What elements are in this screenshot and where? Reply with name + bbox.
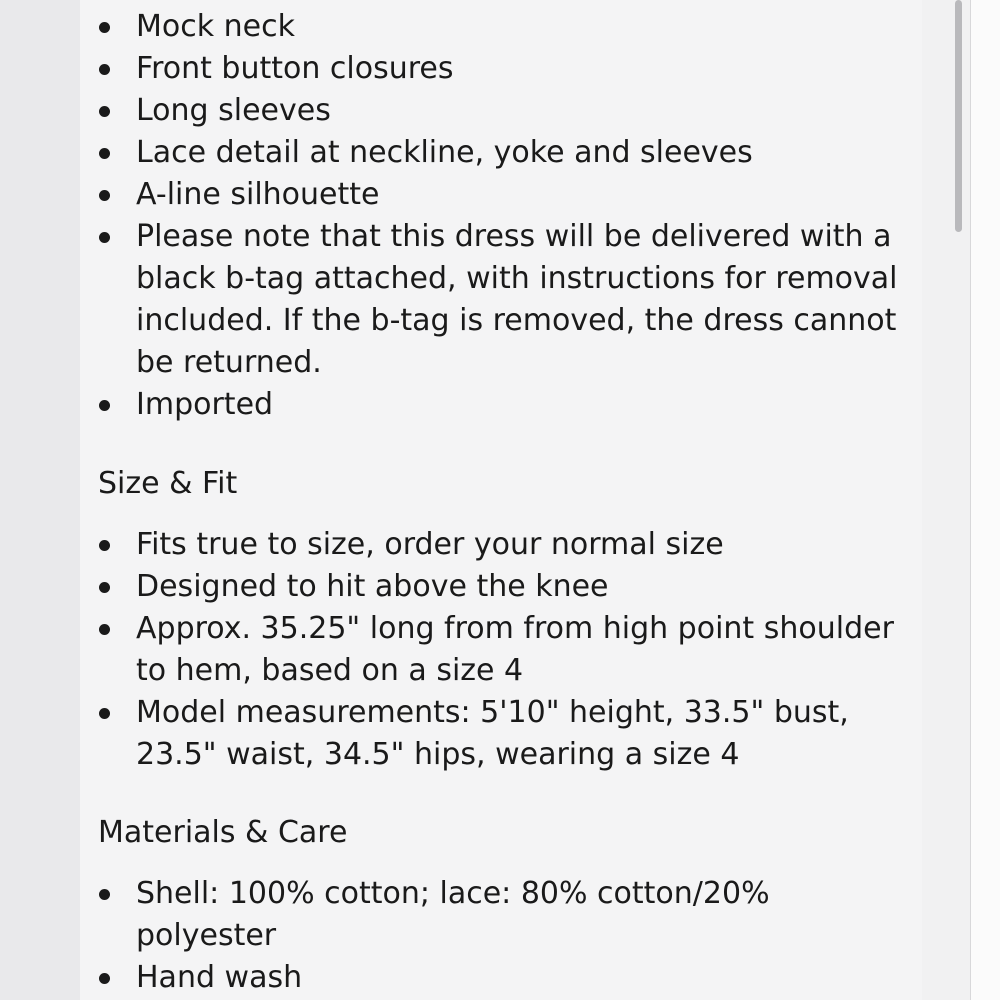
size-fit-item: Fits true to size, order your normal size xyxy=(80,524,916,566)
materials-care-list xyxy=(80,873,776,999)
adjacent-panel-edge xyxy=(970,0,1000,1000)
size-fit-heading: Size & Fit xyxy=(98,466,238,501)
feature-item: Front button closures xyxy=(80,48,916,90)
scrollbar-thumb[interactable] xyxy=(955,0,962,232)
feature-item: Mock neck xyxy=(80,6,916,48)
size-fit-list xyxy=(80,524,916,776)
size-fit-item: Model measurements: 5'10" height, 33.5" bust, 23.5" waist, 34.5" hips, wearing a size 4 xyxy=(80,692,916,776)
right-margin xyxy=(922,0,970,1000)
feature-item: Imported xyxy=(80,384,916,426)
feature-item: Lace detail at neckline, yoke and sleeves xyxy=(80,132,916,174)
feature-item: Please note that this dress will be delivered with a black b-tag attached, with instructions for removal included. If the b-tag is removed, the dress cannot be returned. xyxy=(80,216,916,384)
product-details-panel xyxy=(80,0,922,1000)
materials-care-item: Hand wash xyxy=(80,957,776,999)
size-fit-item: Designed to hit above the knee xyxy=(80,566,916,608)
size-fit-item: Approx. 35.25" long from from high point shoulder to hem, based on a size 4 xyxy=(80,608,916,692)
feature-item: Long sleeves xyxy=(80,90,916,132)
feature-item: A-line silhouette xyxy=(80,174,916,216)
features-list xyxy=(80,6,916,426)
materials-care-item: Shell: 100% cotton; lace: 80% cotton/20% polyester xyxy=(80,873,776,957)
materials-care-heading: Materials & Care xyxy=(98,815,348,850)
